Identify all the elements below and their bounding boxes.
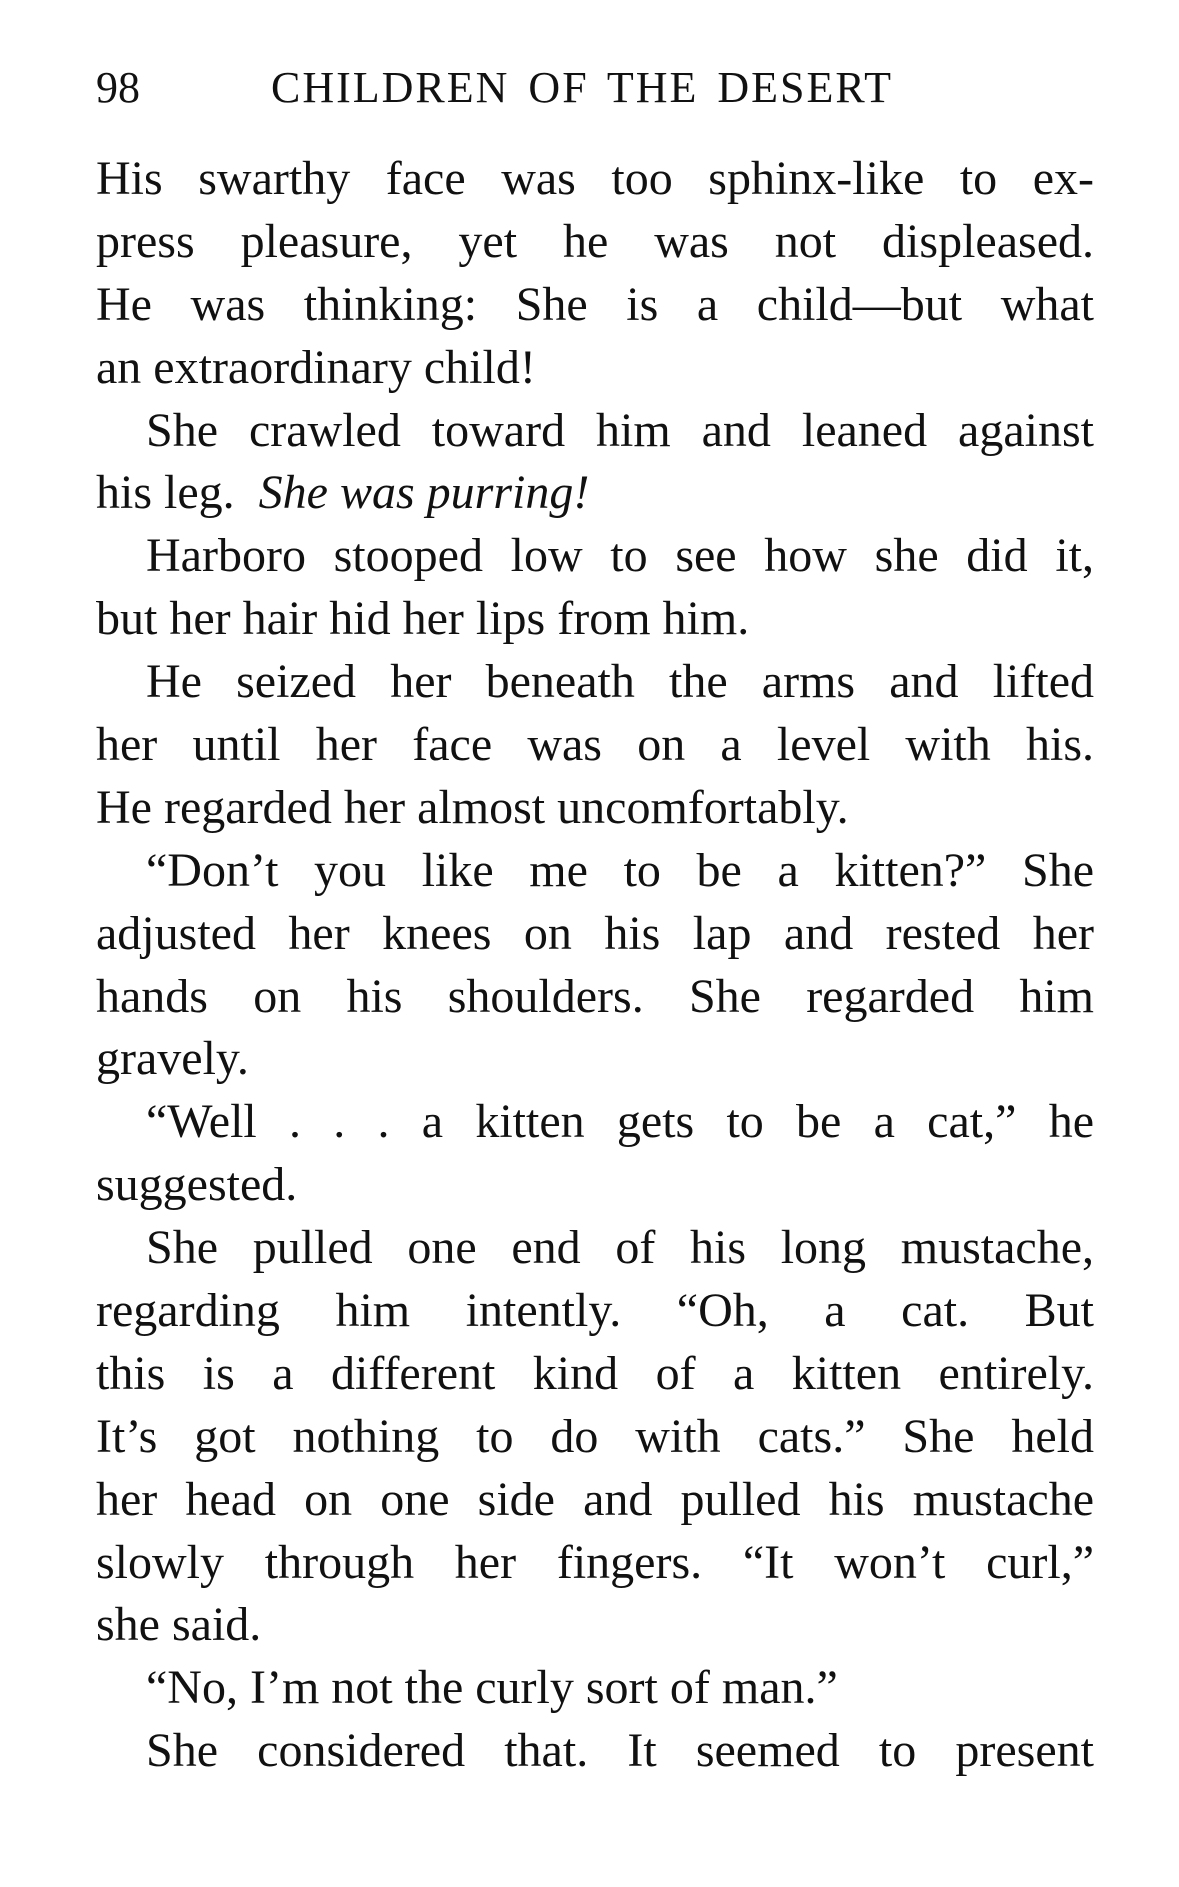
text-line: “No, I’m not the curly sort of man.” <box>146 1661 838 1715</box>
text-line: adjusted her knees on his lap and rested her <box>96 906 1094 960</box>
text-line: but her hair hid her lips from him. <box>96 592 750 646</box>
text-line: slowly through her fingers. “It won’t curl,” <box>96 1535 1094 1589</box>
text-line: an extraordinary child! <box>96 340 536 394</box>
paragraph <box>96 1657 1094 1720</box>
text-line: “Well . . . a kitten gets to be a cat,” he <box>146 1095 1094 1149</box>
text-line: He seized her beneath the arms and lifted <box>146 655 1094 709</box>
text-line: gravely. <box>96 1032 249 1086</box>
running-head: CHILDREN OF THE DESERT <box>271 63 893 112</box>
page-number: 98 <box>96 63 140 112</box>
text-line: She crawled toward him and leaned against <box>146 403 1094 457</box>
paragraph <box>96 1720 1094 1783</box>
paragraph <box>96 525 1094 651</box>
paragraph <box>96 148 1094 400</box>
text-line: It’s got nothing to do with cats.” She held <box>96 1409 1094 1463</box>
paragraph <box>96 1091 1094 1217</box>
text-line: He regarded her almost uncomfortably. <box>96 780 849 834</box>
page-header <box>96 58 1094 118</box>
text-line: hands on his shoulders. She regarded him <box>96 969 1094 1023</box>
text-line: “Don’t you like me to be a kitten?” She <box>146 843 1094 897</box>
text-line: His swarthy face was too sphinx-like to ex- <box>96 152 1094 205</box>
paragraph <box>96 400 1094 526</box>
text-line: press pleasure, yet he was not displeased. <box>96 214 1094 268</box>
text-segment: his leg. <box>96 466 235 520</box>
text-line: She pulled one end of his long mustache, <box>146 1221 1094 1275</box>
paragraph <box>96 651 1094 840</box>
paragraph <box>96 1217 1094 1657</box>
paragraph <box>96 840 1094 1092</box>
text-line: Harboro stooped low to see how she did it, <box>146 529 1094 583</box>
text-line: She considered that. It seemed to present <box>146 1724 1094 1778</box>
text-line: regarding him intently. “Oh, a cat. But <box>96 1284 1094 1338</box>
text-line: she said. <box>96 1598 262 1652</box>
text-line: her head on one side and pulled his mustache <box>96 1472 1094 1526</box>
text-line: He was thinking: She is a child—but what <box>96 277 1094 331</box>
text-line <box>96 462 1094 525</box>
text-line: suggested. <box>96 1158 298 1212</box>
text-line: this is a different kind of a kitten entirely. <box>96 1346 1094 1400</box>
body-text <box>96 148 1094 1783</box>
italic-text: She was purring! <box>258 466 590 520</box>
text-line: her until her face was on a level with his. <box>96 718 1094 772</box>
